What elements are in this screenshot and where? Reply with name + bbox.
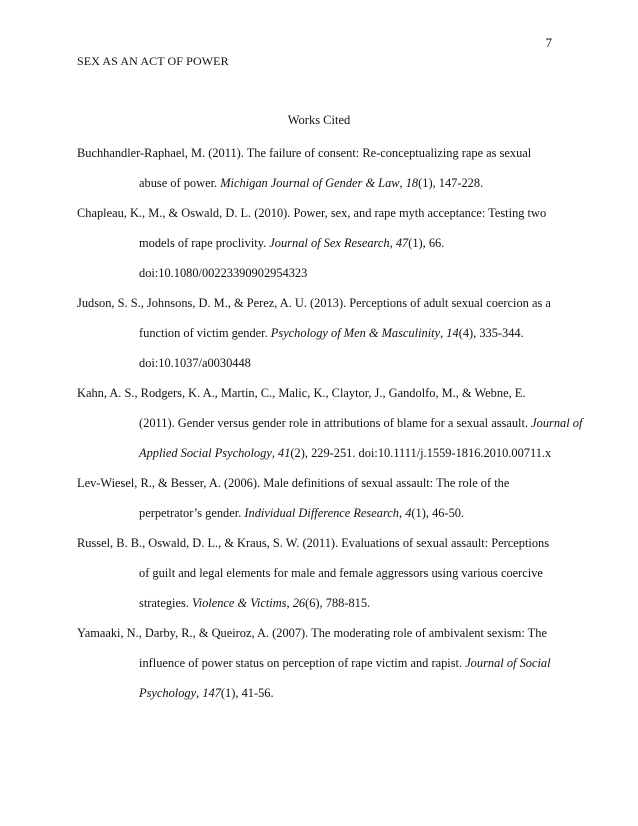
reference-entry xyxy=(77,138,557,198)
reference-italic-text: Journal of Sex Research xyxy=(269,236,390,250)
reference-line xyxy=(77,528,557,558)
reference-text: (1), 66. xyxy=(408,236,445,250)
reference-text: influence of power status on perception of rape victim and rapist. xyxy=(139,656,466,670)
reference-text: doi:10.1037/a0030448 xyxy=(139,356,251,370)
page-number: 7 xyxy=(545,35,552,50)
reference-entry xyxy=(77,618,557,708)
reference-italic-text: 14 xyxy=(446,326,459,340)
reference-italic-text: 47 xyxy=(395,236,409,250)
reference-text: function of victim gender. xyxy=(139,326,271,340)
reference-text: , xyxy=(196,686,203,700)
reference-text: , xyxy=(399,176,406,190)
reference-line xyxy=(108,438,557,468)
reference-line xyxy=(77,618,557,648)
reference-text: doi:10.1080/00223390902954323 xyxy=(139,266,308,280)
reference-text: , xyxy=(271,446,279,460)
reference-italic-text: Journal of Social xyxy=(465,656,551,670)
reference-entry xyxy=(77,528,557,618)
reference-line xyxy=(77,468,557,498)
reference-line xyxy=(108,258,557,288)
reference-text: (2), 229-251. doi:10.1111/j.1559-1816.2010.00711.x xyxy=(290,446,552,460)
reference-text: , xyxy=(440,326,447,340)
reference-italic-text: Violence & Victims xyxy=(192,596,287,610)
reference-line xyxy=(77,288,557,318)
reference-text: Chapleau, K., M., & Oswald, D. L. (2010). Power, sex, and rape myth acceptance: Testing two xyxy=(77,206,547,220)
reference-line xyxy=(108,348,557,378)
running-head: SEX AS AN ACT OF POWER xyxy=(77,54,229,68)
reference-italic-text: 26 xyxy=(292,596,306,610)
reference-text: (4), 335-344. xyxy=(458,326,524,340)
section-title: Works Cited xyxy=(287,113,351,127)
reference-text: Lev-Wiesel, R., & Besser, A. (2006). Male definitions of sexual assault: The role of the xyxy=(77,476,510,490)
reference-line xyxy=(108,408,583,438)
reference-line xyxy=(108,228,557,258)
reference-text: Russel, B. B., Oswald, D. L., & Kraus, S. W. (2011). Evaluations of sexual assault: Perceptions xyxy=(77,536,550,550)
reference-entry xyxy=(77,288,557,378)
reference-text: , xyxy=(389,236,396,250)
reference-text: abuse of power. xyxy=(139,176,221,190)
reference-line xyxy=(108,498,557,528)
reference-line xyxy=(77,198,557,228)
reference-line xyxy=(108,318,557,348)
reference-line xyxy=(108,558,557,588)
reference-entry xyxy=(77,468,557,528)
reference-italic-text: Applied Social Psychology xyxy=(139,446,272,460)
reference-italic-text: Individual Difference Research xyxy=(244,506,400,520)
reference-line xyxy=(108,588,557,618)
reference-line xyxy=(108,168,557,198)
reference-text: (1), 46-50. xyxy=(411,506,465,520)
reference-text: Buchhandler-Raphael, M. (2011). The failure of consent: Re-conceptualizing rape as sexual xyxy=(77,146,532,160)
reference-line xyxy=(77,138,557,168)
reference-text: Kahn, A. S., Rodgers, K. A., Martin, C., Malic, K., Claytor, J., Gandolfo, M., & Webne, E. xyxy=(77,386,526,400)
reference-text: (6), 788-815. xyxy=(305,596,371,610)
reference-italic-text: Journal of xyxy=(531,416,583,430)
reference-text: , xyxy=(286,596,293,610)
reference-text: Yamaaki, N., Darby, R., & Queiroz, A. (2007). The moderating role of ambivalent sexism: The xyxy=(77,626,547,640)
reference-italic-text: Psychology of Men & Masculinity xyxy=(270,326,441,340)
reference-italic-text: Michigan Journal of Gender & Law xyxy=(220,176,400,190)
reference-line xyxy=(77,378,557,408)
reference-entry xyxy=(77,198,557,288)
reference-text: (2011). Gender versus gender role in attributions of blame for a sexual assault. xyxy=(139,416,532,430)
reference-entry xyxy=(77,378,583,468)
reference-italic-text: 41 xyxy=(278,446,291,460)
reference-text: models of rape proclivity. xyxy=(139,236,270,250)
reference-text: Judson, S. S., Johnsons, D. M., & Perez, A. U. (2013). Perceptions of adult sexual coercion as a xyxy=(77,296,551,310)
reference-italic-text: Psychology xyxy=(139,686,197,700)
reference-italic-text: 18 xyxy=(405,176,419,190)
reference-line xyxy=(108,648,557,678)
reference-text: of guilt and legal elements for male and female aggressors using various coercive xyxy=(139,566,543,580)
reference-text: strategies. xyxy=(139,596,192,610)
reference-text: perpetrator’s gender. xyxy=(139,506,245,520)
reference-text: (1), 147-228. xyxy=(418,176,484,190)
reference-italic-text: 4 xyxy=(405,506,412,520)
reference-italic-text: 147 xyxy=(202,686,221,700)
reference-list xyxy=(77,138,583,708)
reference-text: , xyxy=(399,506,406,520)
reference-line xyxy=(108,678,557,708)
reference-text: (1), 41-56. xyxy=(220,686,274,700)
